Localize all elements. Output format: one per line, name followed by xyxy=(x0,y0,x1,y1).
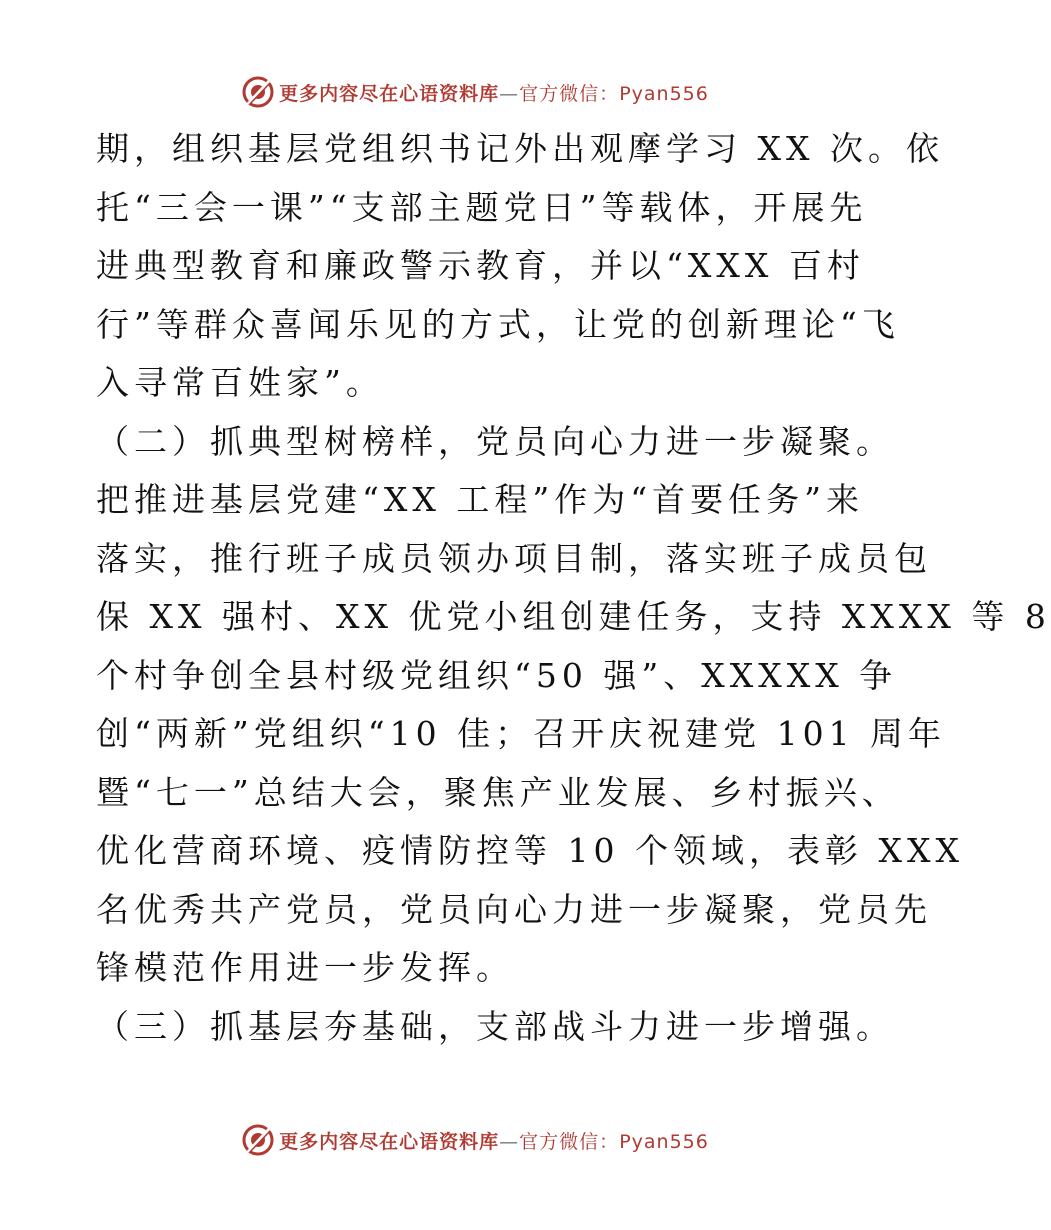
body-line: 个村争创全县村级党组织“50 强”、XXXXX 争 xyxy=(96,655,898,695)
footer-banner xyxy=(0,1120,950,1160)
section-heading-2: （二）抓典型树榜样，党员向心力进一步凝聚。 xyxy=(96,421,894,461)
body-line: 入寻常百姓家”。 xyxy=(96,363,384,402)
body-line: 名优秀共产党员，党员向心力进一步凝聚，党员先 xyxy=(96,889,932,929)
body-line: 优化营商环境、疫情防控等 10 个领域，表彰 XXX xyxy=(96,831,964,870)
body-line: 期，组织基层党组织书记外出观摩学习 XX 次。依 xyxy=(96,129,944,168)
banner-text: 更多内容尽在心语资料库—官方微信：Pyan556 xyxy=(279,82,709,105)
body-line: 保 XX 强村、XX 优党小组创建任务，支持 XXXX 等 8 xyxy=(96,597,1051,636)
body-line: 暨“七一”总结大会，聚焦产业发展、乡村振兴、 xyxy=(96,772,900,812)
brand-logo-icon xyxy=(241,1123,275,1157)
section-heading-3: （三）抓基层夯基础，支部战斗力进一步增强。 xyxy=(96,1006,894,1046)
header-banner xyxy=(0,72,950,112)
body-line: 创“两新”党组织“10 佳；召开庆祝建党 101 周年 xyxy=(96,714,947,753)
banner-text: 更多内容尽在心语资料库—官方微信：Pyan556 xyxy=(279,1130,709,1153)
body-line: 行”等群众喜闻乐见的方式，让党的创新理论“飞 xyxy=(96,304,900,344)
body-line: 把推进基层党建“XX 工程”作为“首要任务”来 xyxy=(96,480,864,519)
body-line: 锋模范作用进一步发挥。 xyxy=(96,948,514,987)
document-body xyxy=(96,120,1051,1056)
body-line: 托“三会一课”“支部主题党日”等载体，开展先 xyxy=(96,187,868,227)
body-line: 进典型教育和廉政警示教育，并以“XXX 百村 xyxy=(96,246,865,285)
brand-logo-icon xyxy=(241,75,275,109)
body-line: 落实，推行班子成员领办项目制，落实班子成员包 xyxy=(96,538,932,578)
